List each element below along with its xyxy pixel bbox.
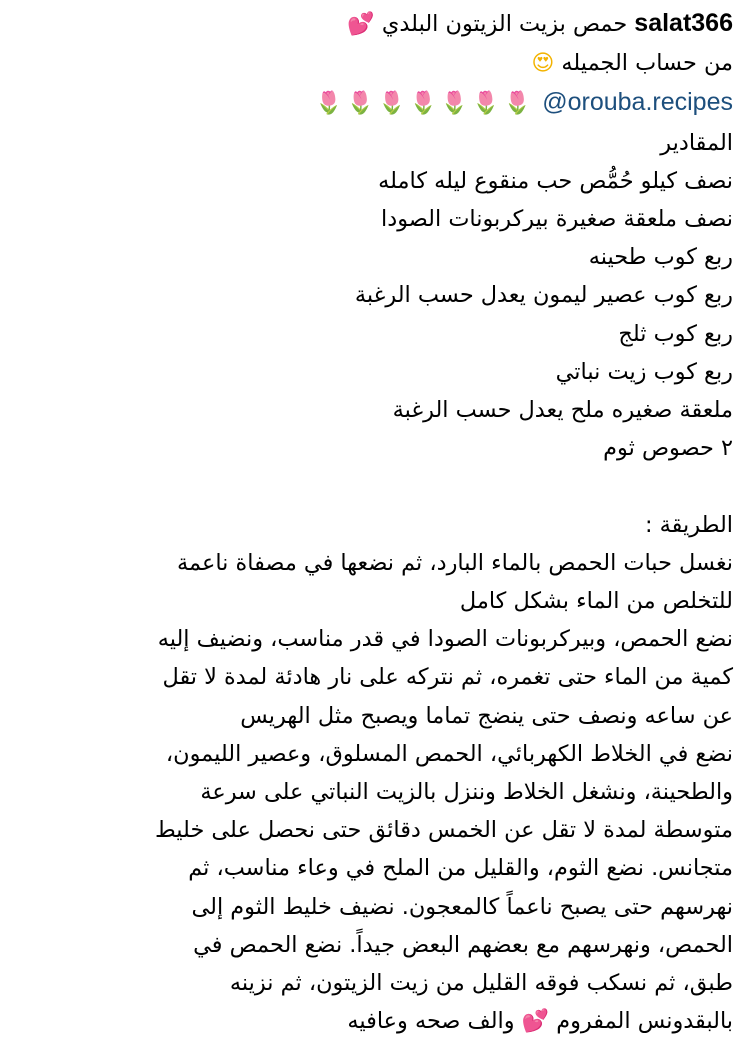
tulip-emoji-icon: 🌷🌷🌷🌷🌷🌷🌷 (315, 91, 536, 117)
method-line: متوسطة لمدة لا تقل عن الخمس دقائق حتى نحصل على خليط (155, 817, 733, 844)
method-line: متجانس. نضع الثوم، والقليل من الملح في وعاء مناسب، ثم (188, 855, 733, 882)
method-line: نضع في الخلاط الكهربائي، الحمص المسلوق، وعصير الليمون، (165, 740, 733, 767)
method-line: والطحينة، ونشغل الخلاط وننزل بالزيت النباتي على سرعة (200, 779, 733, 806)
caption-title-line (26, 4, 733, 44)
method-last-line-end: والف صحه وعافيه (347, 1008, 515, 1035)
method-line: الحمص، ونهرسهم مع بعضهم البعض جيداً. نضع الحمص في (193, 931, 733, 958)
method-line: نهرسهم حتى يصبح ناعماً كالمعجون. نضيف خليط الثوم إلى (191, 893, 733, 920)
method-line: عن ساعه ونصف حتى ينضج تماما ويصبح مثل الهريس (240, 702, 733, 729)
method-line: طبق، ثم نسكب فوقه القليل من زيت الزيتون، ثم نزينه (229, 970, 733, 997)
ingredient-item: ربع كوب ثلج (618, 320, 733, 347)
subtitle-text: من حساب الجميله (561, 50, 733, 77)
method-last-line-start: بالبقدونس المفروم (556, 1008, 733, 1035)
method-line: نضع الحمص، وبيركربونات الصودا في قدر مناسب، ونضيف إليه (157, 626, 733, 653)
ingredient-item: ملعقة صغيره ملح يعدل حسب الرغبة (392, 397, 733, 424)
username-link[interactable]: salat366 (634, 9, 733, 37)
ingredient-item: ربع كوب زيت نباتي (555, 358, 733, 385)
blank-line (26, 467, 733, 505)
post-caption (26, 4, 733, 1041)
mention-link[interactable]: @orouba.recipes (542, 88, 733, 117)
ingredients-heading: المقادير (660, 129, 733, 156)
ingredient-item: ربع كوب عصير ليمون يعدل حسب الرغبة (354, 282, 733, 309)
ingredient-item: نصف كيلو حُمُّص حب منقوع ليله كامله (378, 167, 733, 194)
ingredient-item: ٢ حصوص ثوم (603, 435, 733, 462)
method-line: نغسل حبات الحمص بالماء البارد، ثم نضعها في مصفاة ناعمة (177, 549, 733, 576)
ingredient-item: ربع كوب طحينه (588, 244, 733, 271)
two-hearts-emoji-icon: 💕 (521, 1009, 550, 1035)
caption-mention-line (26, 83, 733, 123)
method-last-line (26, 1002, 733, 1041)
method-line: كمية من الماء حتى تغمره، ثم نتركه على نار هادئة لمدة لا تقل (162, 664, 733, 691)
two-hearts-emoji-icon: 💕 (347, 12, 375, 37)
method-heading: الطريقة : (645, 511, 733, 538)
heart-eyes-emoji-icon: 😍 (531, 51, 555, 77)
recipe-title: حمص بزيت الزيتون البلدي (381, 11, 628, 37)
ingredient-item: نصف ملعقة صغيرة بيركربونات الصودا (381, 206, 733, 233)
method-line: للتخلص من الماء بشكل كامل (459, 588, 733, 615)
caption-subtitle-line (26, 44, 733, 83)
